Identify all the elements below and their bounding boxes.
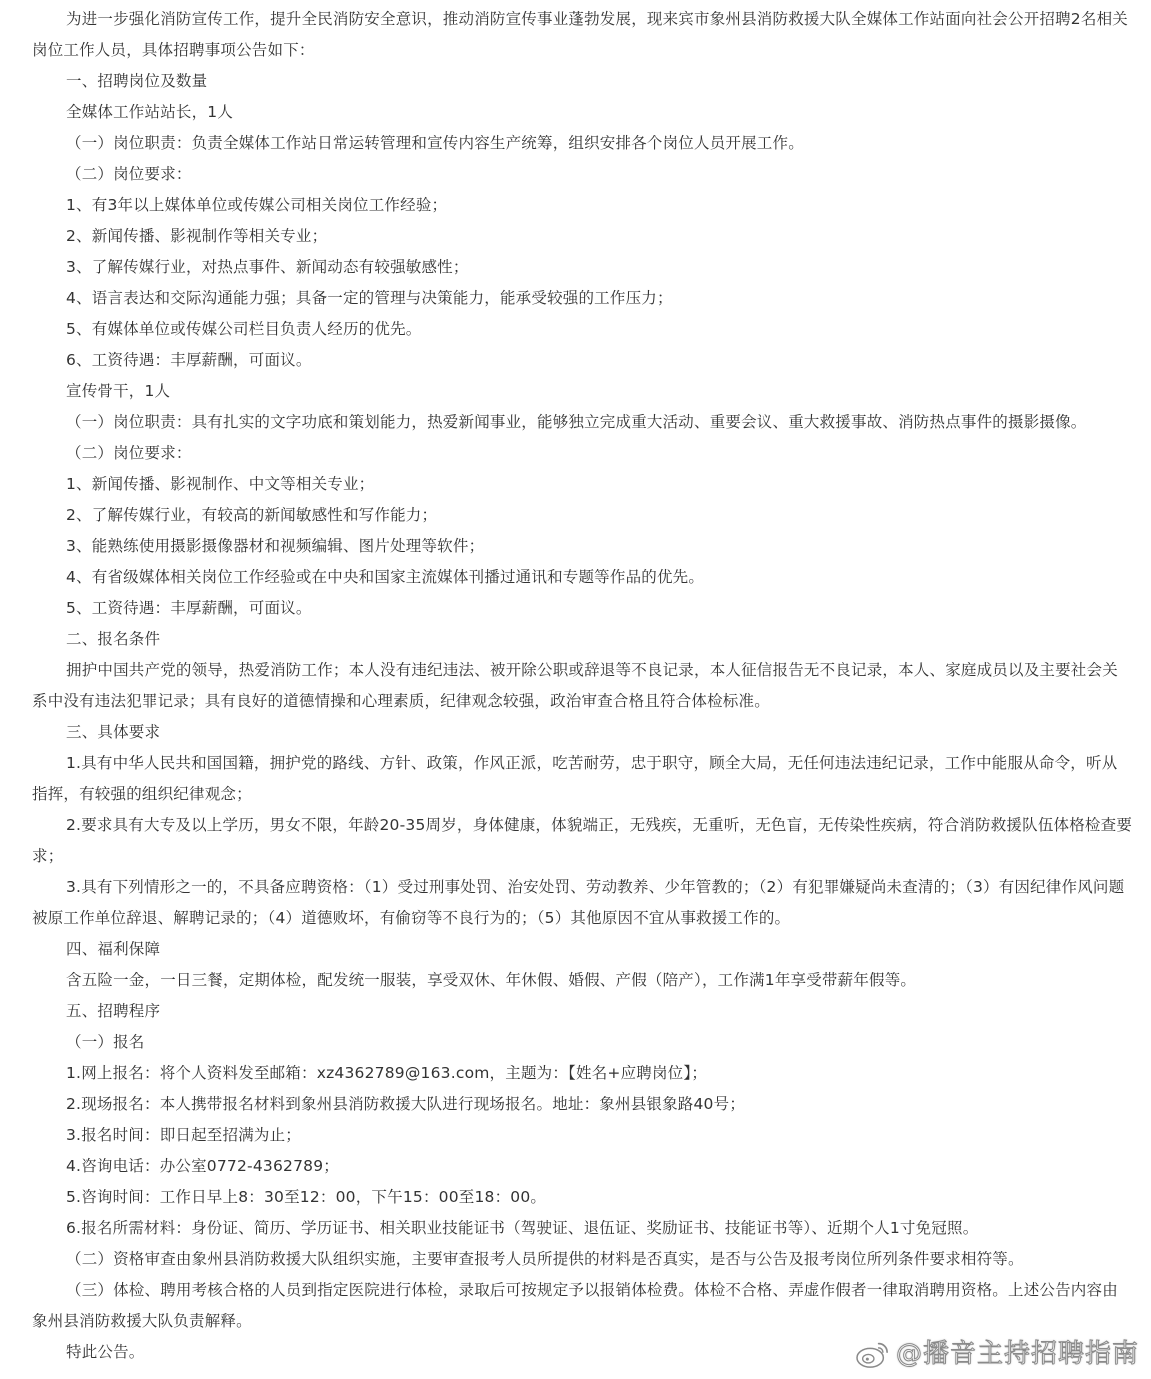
weibo-icon [854, 1338, 892, 1370]
section-heading-requirements: 三、具体要求 [66, 723, 161, 741]
list-item: 1.具有中华人民共和国国籍，拥护党的路线、方针、政策，作风正派，吃苦耐劳，忠于职守，顾全大局，无任何违法违纪记录，工作中能服从命令，听从指挥，有较强的组织纪律观念； [32, 754, 1118, 803]
list-item: 3.具有下列情形之一的，不具备应聘资格：（1）受过刑事处罚、治安处罚、劳动教养、少年管教的；（2）有犯罪嫌疑尚未查清的；（3）有因纪律作风问题被原工作单位辞退、解聘记录的；（4）道德败坏，有偷窃等不良行为的；（5）其他原因不宜从事救援工作的。 [32, 878, 1125, 927]
section-heading-conditions: 二、报名条件 [66, 630, 161, 648]
list-item: 3.报名时间：即日起至招满为止； [66, 1126, 301, 1144]
list-item: 3、了解传媒行业，对热点事件、新闻动态有较强敏感性； [66, 258, 469, 276]
list-item: 4、有省级媒体相关岗位工作经验或在中央和国家主流媒体刊播过通讯和专题等作品的优先。 [66, 568, 705, 586]
list-item: 5.咨询时间：工作日早上8：30至12：00，下午15：00至18：00。 [66, 1188, 547, 1206]
paragraph: （一）岗位职责：负责全媒体工作站日常运转管理和宣传内容生产统筹，组织安排各个岗位人员开展工作。 [66, 134, 804, 152]
paragraph: （三）体检、聘用考核合格的人员到指定医院进行体检，录取后可按规定予以报销体检费。体检不合格、弄虚作假者一律取消聘用资格。上述公告内容由象州县消防救援大队负责解释。 [32, 1281, 1118, 1330]
list-item: 2、新闻传播、影视制作等相关专业； [66, 227, 328, 245]
list-item: 2.现场报名：本人携带报名材料到象州县消防救援大队进行现场报名。地址：象州县银象路40号； [66, 1095, 746, 1113]
list-item: 1、新闻传播、影视制作、中文等相关专业； [66, 475, 375, 493]
section-heading-procedure: 五、招聘程序 [66, 1002, 161, 1020]
position-title-publicity-staff: 宣传骨干，1人 [66, 382, 171, 400]
paragraph: （二）岗位要求： [66, 165, 192, 183]
list-item: 6.报名所需材料：身份证、简历、学历证书、相关职业技能证书（驾驶证、退伍证、奖励证书、技能证书等）、近期个人1寸免冠照。 [66, 1219, 979, 1237]
watermark [854, 1337, 1139, 1371]
paragraph: 含五险一金，一日三餐，定期体检，配发统一服装，享受双休、年休假、婚假、产假（陪产），工作满1年享受带薪年假等。 [66, 971, 917, 989]
paragraph-intro: 为进一步强化消防宣传工作，提升全民消防安全意识，推动消防宣传事业蓬勃发展，现来宾市象州县消防救援大队全媒体工作站面向社会公开招聘2名相关岗位工作人员，具体招聘事项公告如下： [32, 10, 1128, 59]
list-item: 4.咨询电话：办公室0772-4362789； [66, 1157, 339, 1175]
list-item: 3、能熟练使用摄影摄像器材和视频编辑、图片处理等软件； [66, 537, 485, 555]
list-item: 2.要求具有大专及以上学历，男女不限，年龄20-35周岁，身体健康，体貌端正，无残疾，无重听，无色盲，无传染性疾病，符合消防救援队伍体格检查要求； [32, 816, 1133, 865]
paragraph: （一）岗位职责：具有扎实的文字功底和策划能力，热爱新闻事业，能够独立完成重大活动、重要会议、重大救援事故、消防热点事件的摄影摄像。 [66, 413, 1087, 431]
list-item: 6、工资待遇：丰厚薪酬，可面议。 [66, 351, 312, 369]
paragraph: （二）岗位要求： [66, 444, 192, 462]
position-title-station-chief: 全媒体工作站站长，1人 [66, 103, 234, 121]
list-item: 5、有媒体单位或传媒公司栏目负责人经历的优先。 [66, 320, 422, 338]
list-item: 1、有3年以上媒体单位或传媒公司相关岗位工作经验； [66, 196, 448, 214]
closing-line: 特此公告。 [66, 1343, 145, 1361]
section-heading-positions: 一、招聘岗位及数量 [66, 72, 208, 90]
watermark-text: @播音主持招聘指南 [895, 1339, 1139, 1369]
subsection-heading-registration: （一）报名 [66, 1033, 145, 1051]
list-item: 5、工资待遇：丰厚薪酬，可面议。 [66, 599, 312, 617]
paragraph: 拥护中国共产党的领导，热爱消防工作；本人没有违纪违法、被开除公职或辞退等不良记录，本人征信报告无不良记录，本人、家庭成员以及主要社会关系中没有违法犯罪记录；具有良好的道德情操和心理素质，纪律观念较强，政治审查合格且符合体检标准。 [32, 661, 1118, 710]
section-heading-benefits: 四、福利保障 [66, 940, 161, 958]
list-item: 2、了解传媒行业，有较高的新闻敏感性和写作能力； [66, 506, 438, 524]
paragraph: （二）资格审查由象州县消防救援大队组织实施，主要审查报考人员所提供的材料是否真实，是否与公告及报考岗位所列条件要求相符等。 [66, 1250, 1024, 1268]
list-item: 4、语言表达和交际沟通能力强；具备一定的管理与决策能力，能承受较强的工作压力； [66, 289, 673, 307]
list-item: 1.网上报名：将个人资料发至邮箱：xz4362789@163.com，主题为：【姓名+应聘岗位】； [66, 1064, 708, 1082]
